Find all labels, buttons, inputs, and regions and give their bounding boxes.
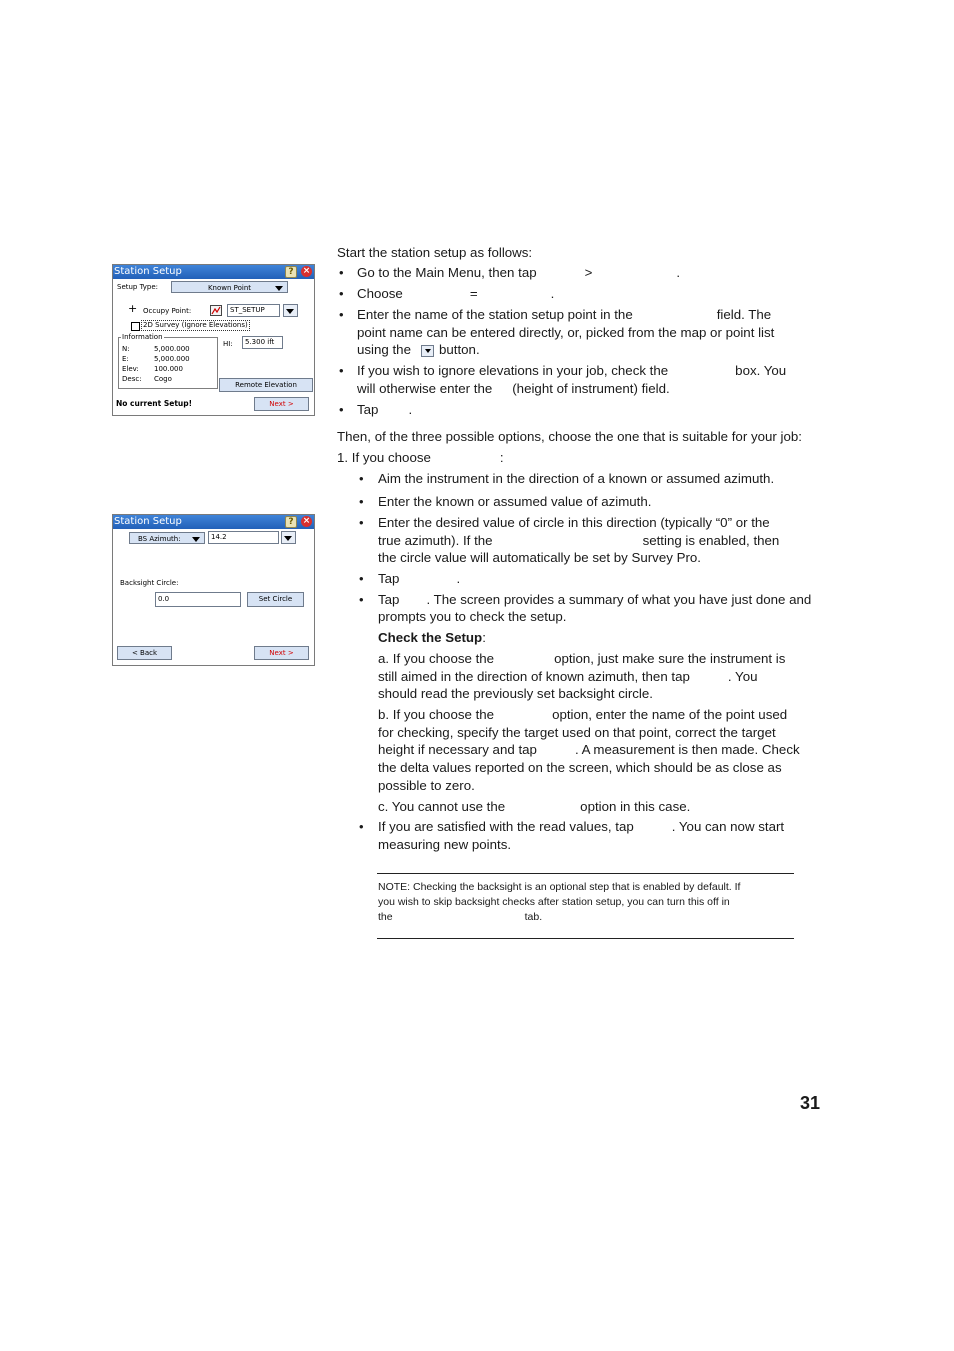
option-1-heading: 1. If you choose : [337, 450, 504, 465]
substep-enter-azimuth: Enter the known or assumed value of azimuth. [378, 494, 652, 509]
plus-icon: + [128, 302, 138, 315]
bullet-marker: • [359, 471, 364, 486]
hi-value: 5.300 ift [245, 338, 275, 346]
check-b-l2: for checking, specify the target used on that point, correct the target [378, 725, 776, 740]
survey-2d-checkbox[interactable] [131, 322, 140, 331]
screen-title: Station Setup [114, 266, 182, 277]
backsight-circle-value: 0.0 [158, 595, 170, 603]
step-choose: Choose = . [357, 286, 555, 301]
set-circle-button[interactable]: Set Circle [247, 592, 304, 607]
occupy-point-value: ST_SETUP [230, 306, 265, 314]
bullet-marker: • [339, 307, 344, 322]
step-enter-name-l3: using the button. [357, 342, 480, 357]
check-b-l1: b. If you choose the option, enter the name of the point used [378, 707, 788, 722]
hi-label: HI: [223, 340, 233, 348]
check-b-l4: the delta values reported on the screen, which should be as close as [378, 760, 782, 775]
setup-type-dropdown[interactable] [171, 281, 288, 293]
station-setup-screen-backsight [112, 514, 315, 666]
back-button[interactable]: < Back [117, 646, 172, 660]
bs-type-value: BS Azimuth: [138, 535, 181, 543]
bullet-marker: • [359, 592, 364, 607]
occupy-point-label: Occupy Point: [143, 307, 192, 315]
chevron-down-icon [275, 286, 283, 291]
help-icon[interactable]: ? [285, 266, 297, 278]
hi-input[interactable] [242, 336, 283, 349]
bullet-marker: • [359, 819, 364, 834]
substep-circle-l1: Enter the desired value of circle in this direction (typically “0” or the [378, 515, 770, 530]
survey-2d-label[interactable]: 2D Survey (Ignore Elevations) [143, 321, 248, 329]
next-button[interactable]: Next > [254, 397, 309, 411]
bs-value-input[interactable] [208, 531, 279, 544]
chevron-down-icon [192, 537, 200, 542]
close-icon[interactable]: × [302, 516, 311, 526]
step-main-menu: Go to the Main Menu, then tap > . [357, 265, 681, 280]
note-top-rule [377, 873, 794, 874]
occupy-point-input[interactable] [227, 304, 280, 317]
step-ignore-elev-l2: will otherwise enter the (height of instrument) field. [357, 381, 670, 396]
step-enter-name-l1: Enter the name of the station setup point in the field. The [357, 307, 772, 322]
next-button[interactable]: Next > [254, 646, 309, 660]
bullet-marker: • [339, 265, 344, 280]
page-number: 31 [800, 1093, 821, 1113]
bullet-marker: • [359, 571, 364, 586]
check-a-l1: a. If you choose the option, just make sure the instrument is [378, 651, 786, 666]
info-row-elev: Elev: 100.000 [122, 365, 183, 373]
step-enter-name-l2: point name can be entered directly, or, picked from the map or point list [357, 325, 775, 340]
info-row-e: E: 5,000.000 [122, 355, 190, 363]
point-list-dropdown-button[interactable] [283, 304, 298, 317]
check-c: c. You cannot use the option in this case. [378, 799, 691, 814]
chevron-down-icon [284, 536, 292, 541]
bs-value: 14.2 [211, 533, 227, 541]
setup-type-value: Known Point [207, 284, 252, 292]
status-text: No current Setup! [116, 399, 193, 408]
bullet-marker: • [339, 286, 344, 301]
note-bottom-rule [377, 938, 794, 939]
close-icon[interactable]: × [302, 266, 311, 276]
check-a-l3: should read the previously set backsight circle. [378, 686, 653, 701]
chevron-down-icon [286, 309, 294, 314]
map-pick-icon[interactable] [210, 305, 222, 316]
substep-satisfied-l1: If you are satisfied with the read values, tap . You can now start [378, 819, 785, 834]
substep-circle-l3: the circle value will automatically be set by Survey Pro. [378, 550, 701, 565]
backsight-circle-label: Backsight Circle: [120, 579, 179, 587]
options-intro: Then, of the three possible options, choose the one that is suitable for your job: [337, 429, 802, 444]
information-legend: Information [122, 333, 163, 341]
dropdown-button-icon [421, 345, 434, 357]
substep-tap-next-l1: Tap . The screen provides a summary of what you have just done and [378, 592, 812, 607]
information-values [122, 344, 190, 384]
screen-titlebar [113, 515, 314, 529]
step-tap: Tap . [357, 402, 413, 417]
substep-circle-l2: true azimuth). If the setting is enabled, then [378, 533, 780, 548]
bullet-marker: • [339, 402, 344, 417]
check-b-l5: possible to zero. [378, 778, 475, 793]
setup-type-label: Setup Type: [117, 283, 159, 291]
note-line-1: NOTE: Checking the backsight is an optional step that is enabled by default. If [378, 881, 741, 893]
substep-tap-set: Tap . [378, 571, 461, 586]
check-setup-heading: Check the Setup: [378, 630, 486, 645]
note-line-3: the tab. [378, 911, 543, 923]
bs-type-dropdown[interactable] [129, 532, 205, 544]
info-row-desc: Desc: Cogo [122, 375, 172, 383]
check-a-l2: still aimed in the direction of known azimuth, then tap . You [378, 669, 758, 684]
intro-text: Start the station setup as follows: [337, 245, 533, 260]
screen-titlebar [113, 265, 314, 279]
backsight-circle-input[interactable] [155, 592, 241, 607]
bullet-marker: • [359, 515, 364, 530]
check-b-l3: height if necessary and tap . A measurement is then made. Check [378, 742, 800, 757]
bullet-marker: • [339, 363, 344, 378]
note-line-2: you wish to skip backsight checks after station setup, you can turn this off in [378, 896, 730, 908]
station-setup-screen-known-point [112, 264, 315, 416]
step-ignore-elev-l1: If you wish to ignore elevations in your job, check the box. You [357, 363, 787, 378]
substep-aim: Aim the instrument in the direction of a known or assumed azimuth. [378, 471, 775, 486]
bs-point-dropdown-button[interactable] [281, 531, 296, 544]
screen-title: Station Setup [114, 516, 182, 527]
help-icon[interactable]: ? [285, 516, 297, 528]
info-row-n: N: 5,000.000 [122, 345, 190, 353]
bullet-marker: • [359, 494, 364, 509]
remote-elevation-button[interactable]: Remote Elevation [219, 378, 313, 392]
substep-satisfied-l2: measuring new points. [378, 837, 512, 852]
substep-tap-next-l2: prompts you to check the setup. [378, 609, 567, 624]
